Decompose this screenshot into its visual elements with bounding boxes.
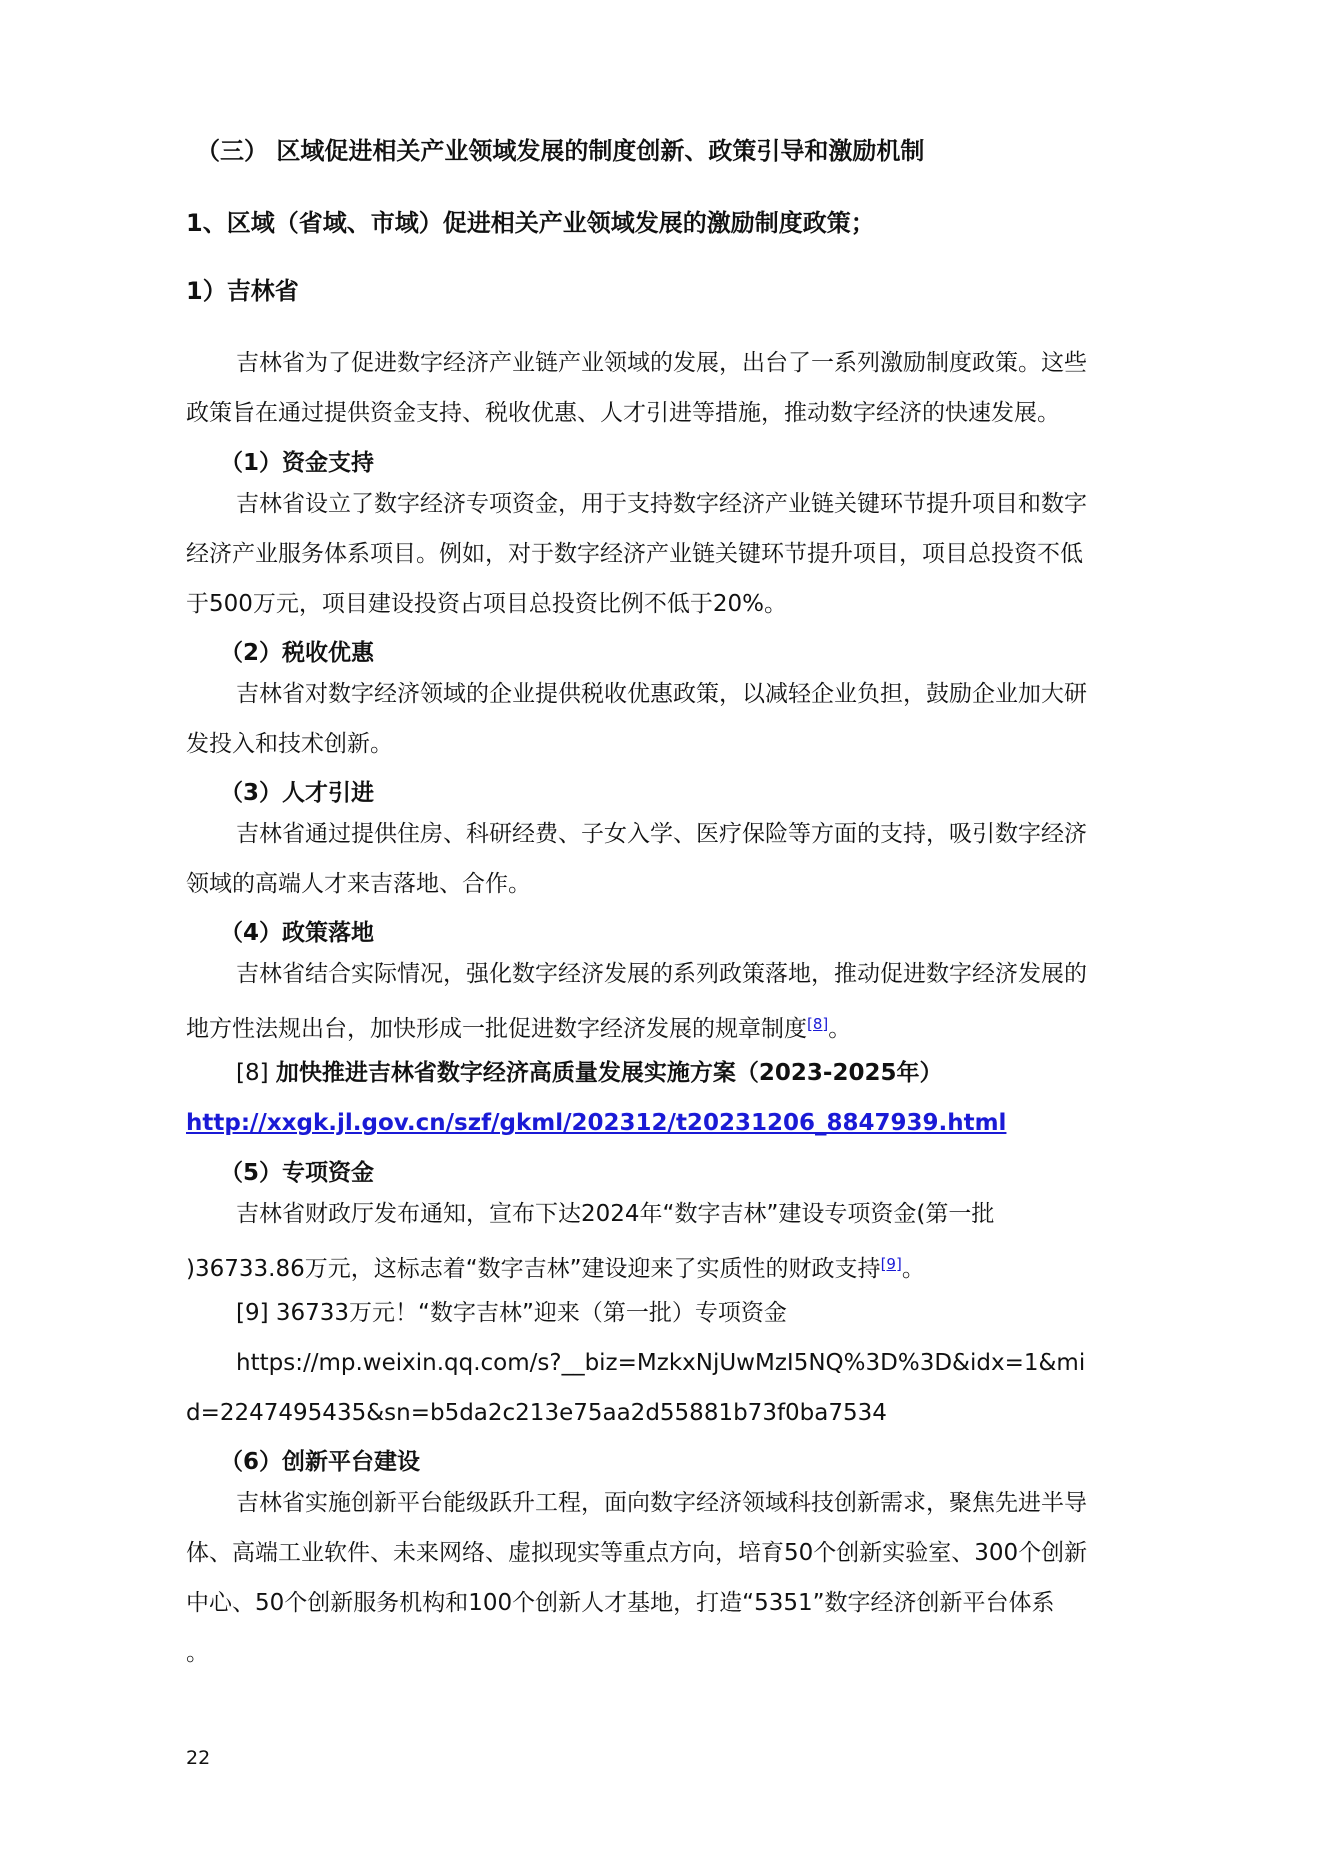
citation-link-9[interactable]: [9] <box>880 1255 902 1273</box>
reference-8-url-link[interactable]: http://xxgk.jl.gov.cn/szf/gkml/202312/t20231206_8847939.html <box>186 1110 1007 1136</box>
intro-line-1: 吉林省为了促进数字经济产业链产业领域的发展，出台了一系列激励制度政策。这些 <box>236 350 1087 376</box>
item6-line-3: 中心、50个创新服务机构和100个创新人才基地，打造“5351”数字经济创新平台体系 <box>186 1590 1055 1616</box>
item4-line-2 <box>186 1009 851 1044</box>
item4-heading: （4）政策落地 <box>220 920 375 946</box>
section-heading: （三） 区域促进相关产业领域发展的制度创新、政策引导和激励机制 <box>196 137 925 165</box>
item6-line-2: 体、高端工业软件、未来网络、虚拟现实等重点方向，培育50个创新实验室、300个创新 <box>186 1540 1088 1566</box>
reference-9-url-line-1: https://mp.weixin.qq.com/s?__biz=MzkxNjUwMzI5NQ%3D%3D&idx=1&mi <box>236 1350 1086 1376</box>
item5-line-1: 吉林省财政厅发布通知，宣布下达2024年“数字吉林”建设专项资金(第一批 <box>236 1201 995 1227</box>
reference-9-url-line-2: d=2247495435&sn=b5da2c213e75aa2d55881b73f0ba7534 <box>186 1400 887 1426</box>
item3-line-1: 吉林省通过提供住房、科研经费、子女入学、医疗保险等方面的支持，吸引数字经济 <box>236 821 1087 847</box>
sub-heading: 1、区域（省域、市域）促进相关产业领域发展的激励制度政策； <box>186 209 875 237</box>
item5-line-2-text: )36733.86万元，这标志着“数字吉林”建设迎来了实质性的财政支持 <box>186 1256 881 1282</box>
item6-heading: （6）创新平台建设 <box>220 1449 421 1475</box>
item1-heading: （1）资金支持 <box>220 450 375 476</box>
item6-line-1: 吉林省实施创新平台能级跃升工程，面向数字经济领域科技创新需求，聚焦先进半导 <box>236 1490 1087 1516</box>
item6-line-4: 。 <box>186 1640 209 1666</box>
province-heading: 1）吉林省 <box>186 277 299 305</box>
citation-link-8[interactable]: [8] <box>807 1015 829 1033</box>
item1-line-3: 于500万元，项目建设投资占项目总投资比例不低于20%。 <box>186 591 788 617</box>
item5-heading: （5）专项资金 <box>220 1160 375 1186</box>
page-number: 22 <box>186 1747 211 1769</box>
item5-line-2 <box>186 1249 925 1284</box>
item4-line-2-end: 。 <box>828 1016 852 1042</box>
reference-8 <box>236 1058 942 1088</box>
reference-9-title: [9] 36733万元！“数字吉林”迎来（第一批）专项资金 <box>236 1300 787 1326</box>
intro-line-2: 政策旨在通过提供资金支持、税收优惠、人才引进等措施，推动数字经济的快速发展。 <box>186 400 1060 426</box>
item2-heading: （2）税收优惠 <box>220 640 375 666</box>
item3-line-2: 领域的高端人才来吉落地、合作。 <box>186 871 531 897</box>
item3-heading: （3）人才引进 <box>220 780 375 806</box>
reference-8-label: [8] <box>236 1060 269 1086</box>
item4-line-1: 吉林省结合实际情况，强化数字经济发展的系列政策落地，推动促进数字经济发展的 <box>236 961 1087 987</box>
item2-line-1: 吉林省对数字经济领域的企业提供税收优惠政策，以减轻企业负担，鼓励企业加大研 <box>236 681 1087 707</box>
item4-line-2-text: 地方性法规出台，加快形成一批促进数字经济发展的规章制度 <box>186 1016 807 1042</box>
item5-line-2-end: 。 <box>901 1256 925 1282</box>
item2-line-2: 发投入和技术创新。 <box>186 731 393 757</box>
item1-line-1: 吉林省设立了数字经济专项资金，用于支持数字经济产业链关键环节提升项目和数字 <box>236 491 1087 517</box>
item1-line-2: 经济产业服务体系项目。例如，对于数字经济产业链关键环节提升项目，项目总投资不低 <box>186 541 1083 567</box>
reference-8-title: 加快推进吉林省数字经济高质量发展实施方案（2023-2025年） <box>275 1060 943 1086</box>
